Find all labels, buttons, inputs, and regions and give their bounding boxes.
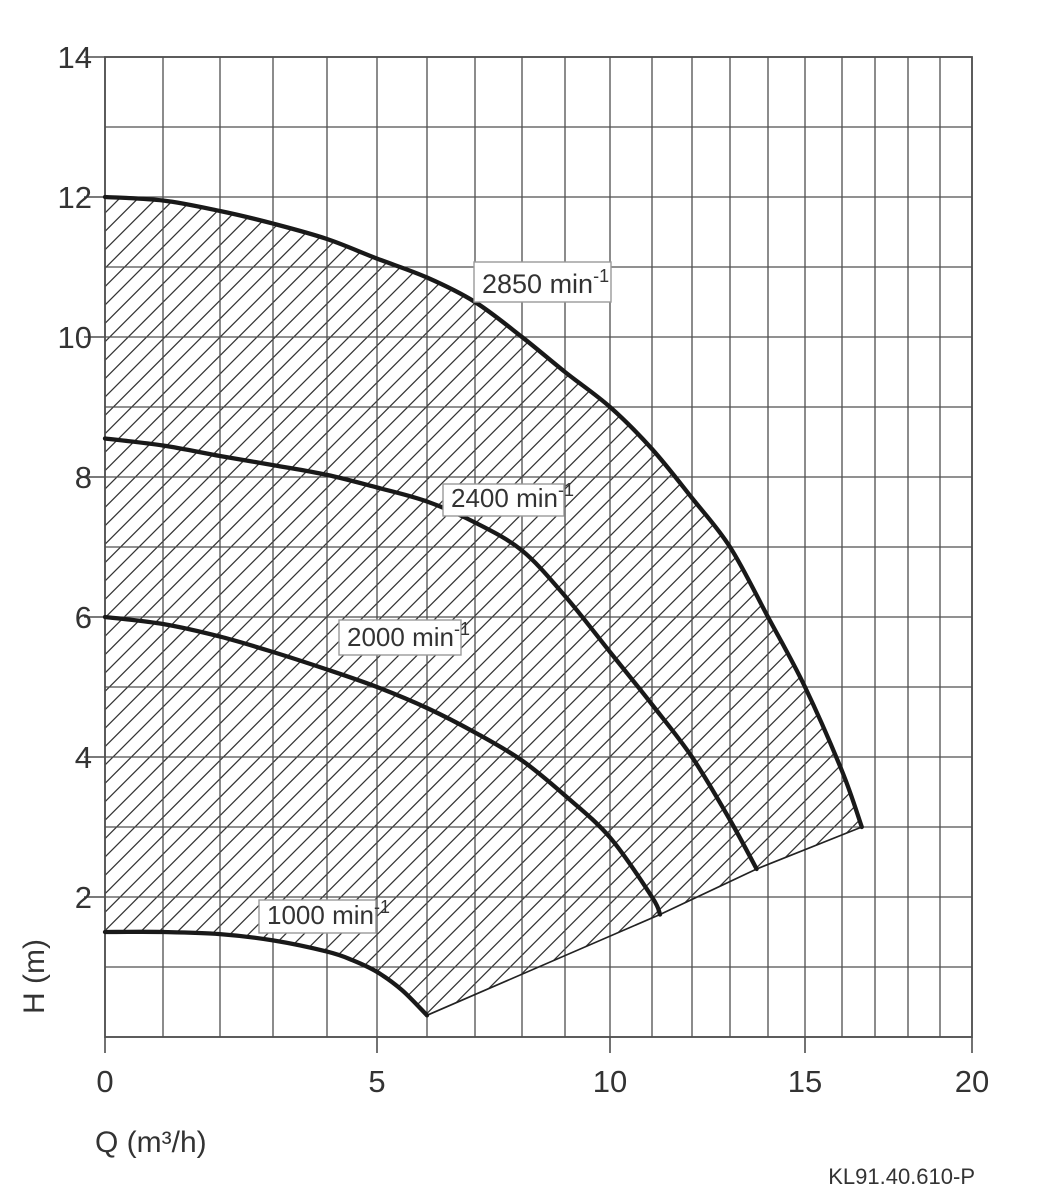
speed-label-1000: [259, 897, 390, 933]
speed-label-text-2850: 2850 $\min^{-1}$: [482, 266, 610, 299]
speed-label-text-2000: 2000 $\min^{-1}$: [347, 619, 470, 652]
speed-label-2000: [339, 619, 470, 655]
speed-label-2400: [443, 480, 574, 516]
x-tick-label-5: 5: [368, 1064, 386, 1099]
x-tick-label-20: 20: [954, 1064, 990, 1099]
y-axis-title: H (m): [18, 939, 51, 1014]
x-tick-label-10: 10: [592, 1064, 628, 1099]
x-tick-label-15: 15: [787, 1064, 823, 1099]
y-tick-label-14: 14: [57, 40, 92, 75]
speed-label-2850: [474, 262, 611, 302]
y-tick-label-10: 10: [57, 320, 92, 355]
y-tick-label-12: 12: [57, 180, 92, 215]
pump-curve-1000: [105, 932, 427, 1015]
speed-label-text-2400: 2400 $\min^{-1}$: [451, 480, 574, 513]
speed-label-text-1000: 1000 $\min^{-1}$: [267, 897, 390, 930]
x-tick-label-0: 0: [96, 1064, 114, 1099]
y-tick-label-4: 4: [74, 740, 92, 775]
document-code: KL91.40.610-P: [828, 1164, 975, 1189]
grid-lines: [105, 57, 972, 1037]
y-tick-label-2: 2: [74, 880, 92, 915]
x-axis-title: Q (m³/h): [95, 1126, 207, 1159]
operating-limit-line: [427, 827, 862, 1015]
y-tick-label-8: 8: [74, 460, 92, 495]
y-tick-label-6: 6: [74, 600, 92, 635]
